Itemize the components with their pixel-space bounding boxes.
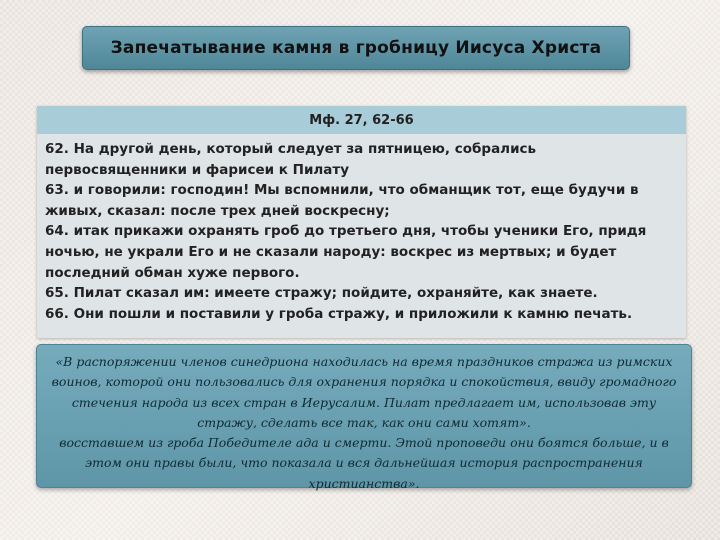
slide-title: Запечатывание камня в гробницу Иисуса Христа — [82, 26, 630, 70]
verse-64: 64. итак прикажи охранять гроб до третьего дня, чтобы ученики Его, придя ночью, не украли Его и не сказали народу: воскрес из мертвых; и будет последний обман хуже первого. — [45, 223, 647, 281]
verse-66: 66. Они пошли и поставили у гроба стражу, и приложили к камню печать. — [45, 305, 633, 322]
passage-verses — [37, 134, 686, 324]
verse-63: 63. и говорили: господин! Мы вспомнили, что обманщик тот, еще будучи в живых, сказал: после трех дней воскресну; — [45, 182, 639, 219]
commentary-paragraph-1: «В распоряжении членов синедриона находилась на время праздников стража из римских воинов, которой они пользовались для охранения порядка и спокойствия, ввиду громадного стечения народа из всех стран в Иерусалим. Пилат предлагает им, использовав эту стражу, сделать все так, как они сами хотят». — [51, 354, 677, 430]
commentary-quote-box — [36, 344, 692, 491]
scripture-passage-box — [37, 106, 686, 338]
passage-reference: Мф. 27, 62-66 — [37, 106, 686, 134]
verse-65: 65. Пилат сказал им: имеете стражу; пойдите, охраняйте, как знаете. — [45, 285, 598, 302]
verse-62: 62. На другой день, который следует за пятницею, собрались первосвященники и фарисеи к Пилату — [45, 141, 537, 178]
commentary-paragraph-2: восставшем из гроба Победителе ада и смерти. Этой проповеди они боятся больше, и в этом они правы были, что показала и вся дальнейшая история распространения христианства». — [59, 435, 669, 491]
